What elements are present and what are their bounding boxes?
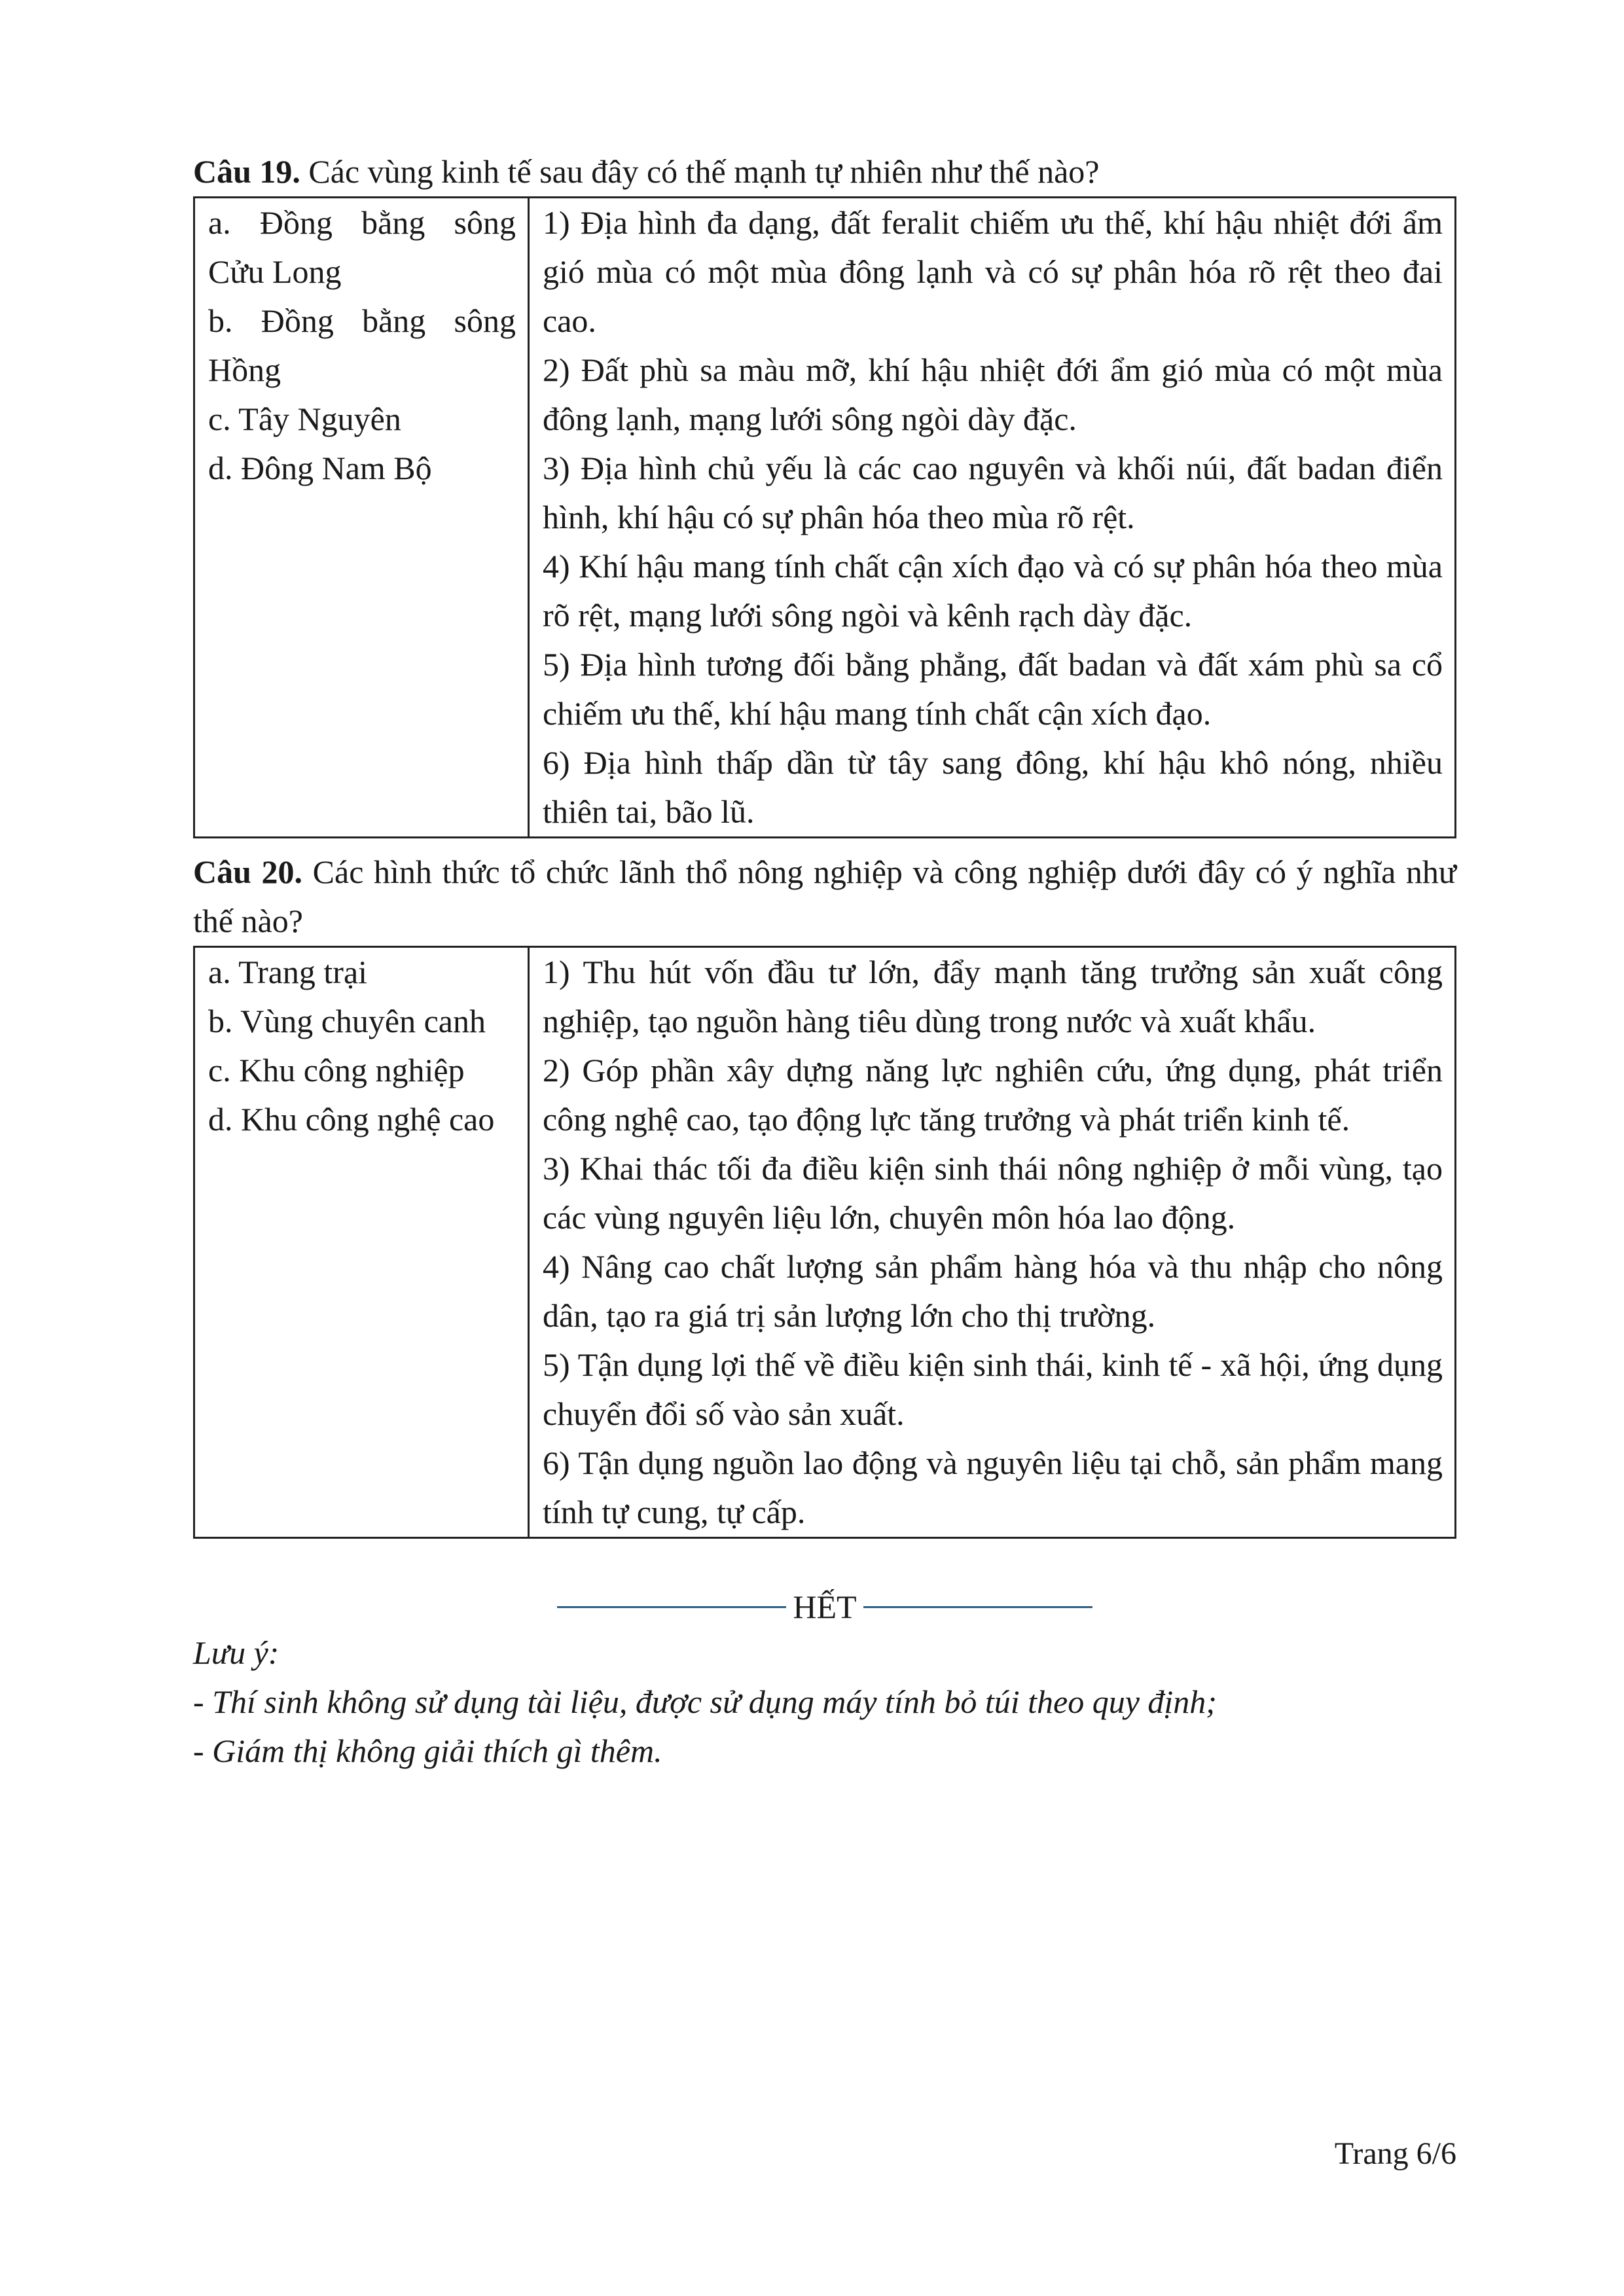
statement-1: 1) Địa hình đa dạng, đất feralit chiếm ưu thế, khí hậu nhiệt đới ẩm gió mùa có một mùa đông lạnh và có sự phân hóa rõ rệt theo đai cao. bbox=[543, 204, 1443, 339]
question-19-text: Các vùng kinh tế sau đây có thế mạnh tự nhiên như thế nào? bbox=[308, 153, 1100, 190]
statement-2: 2) Đất phù sa màu mỡ, khí hậu nhiệt đới ẩm gió mùa có một mùa đông lạnh, mạng lưới sông ngòi dày đặc. bbox=[543, 351, 1443, 437]
note-line-1: - Thí sinh không sử dụng tài liệu, được sử dụng máy tính bỏ túi theo quy định; bbox=[193, 1683, 1217, 1720]
exam-page bbox=[193, 147, 1456, 1776]
end-rule-right bbox=[863, 1606, 1092, 1608]
statement-1: 1) Thu hút vốn đầu tư lớn, đẩy mạnh tăng trưởng sản xuất công nghiệp, tạo nguồn hàng tiêu dùng trong nước và xuất khẩu. bbox=[543, 954, 1443, 1039]
statement-3: 3) Khai thác tối đa điều kiện sinh thái nông nghiệp ở mỗi vùng, tạo các vùng nguyên liệu lớn, chuyên môn hóa lao động. bbox=[543, 1150, 1443, 1236]
page-number: Trang 6/6 bbox=[1334, 2136, 1456, 2171]
end-rule-left bbox=[557, 1606, 786, 1608]
statement-4: 4) Khí hậu mang tính chất cận xích đạo và có sự phân hóa theo mùa rõ rệt, mạng lưới sông ngòi và kênh rạch dày đặc. bbox=[543, 548, 1443, 634]
region-option-b: b. Đồng bằng sông Hồng bbox=[208, 302, 516, 388]
question-19-regions bbox=[194, 198, 529, 838]
region-option-d: d. Đông Nam Bộ bbox=[208, 450, 432, 486]
statement-3: 3) Địa hình chủ yếu là các cao nguyên và khối núi, đất badan điển hình, khí hậu có sự phân hóa theo mùa rõ rệt. bbox=[543, 450, 1443, 535]
statement-2: 2) Góp phần xây dựng năng lực nghiên cứu, ứng dụng, phát triển công nghệ cao, tạo động lực tăng trưởng và phát triển kinh tế. bbox=[543, 1052, 1443, 1138]
statement-5: 5) Địa hình tương đối bằng phẳng, đất badan và đất xám phù sa cổ chiếm ưu thế, khí hậu mang tính chất cận xích đạo. bbox=[543, 646, 1443, 732]
question-19-statements bbox=[529, 198, 1456, 838]
statement-4: 4) Nâng cao chất lượng sản phẩm hàng hóa và thu nhập cho nông dân, tạo ra giá trị sản lượng lớn cho thị trường. bbox=[543, 1248, 1443, 1334]
note-title: Lưu ý: bbox=[193, 1634, 280, 1671]
statement-5: 5) Tận dụng lợi thế về điều kiện sinh thái, kinh tế - xã hội, ứng dụng chuyển đổi số vào sản xuất. bbox=[543, 1346, 1443, 1432]
question-19-table bbox=[193, 196, 1456, 838]
statement-6: 6) Địa hình thấp dần từ tây sang đông, khí hậu khô nóng, nhiều thiên tai, bão lũ. bbox=[543, 744, 1443, 830]
question-20-text: Các hình thức tổ chức lãnh thổ nông nghiệp và công nghiệp dưới đây có ý nghĩa như thế nào? bbox=[193, 853, 1456, 939]
question-20-number: Câu 20. bbox=[193, 853, 303, 890]
form-option-a: a. Trang trại bbox=[208, 954, 368, 990]
question-19 bbox=[193, 147, 1456, 196]
end-text: HẾT bbox=[793, 1588, 857, 1626]
region-option-a: a. Đồng bằng sông Cửu Long bbox=[208, 204, 516, 290]
question-19-number: Câu 19. bbox=[193, 153, 300, 190]
form-option-d: d. Khu công nghệ cao bbox=[208, 1101, 495, 1138]
question-20-table bbox=[193, 946, 1456, 1539]
statement-6: 6) Tận dụng nguồn lao động và nguyên liệu tại chỗ, sản phẩm mang tính tự cung, tự cấp. bbox=[543, 1444, 1443, 1530]
question-20-statements bbox=[529, 947, 1456, 1538]
form-option-b: b. Vùng chuyên canh bbox=[208, 1003, 486, 1039]
form-option-c: c. Khu công nghiệp bbox=[208, 1052, 465, 1088]
region-option-c: c. Tây Nguyên bbox=[208, 401, 401, 437]
question-20-forms bbox=[194, 947, 529, 1538]
note-line-2: - Giám thị không giải thích gì thêm. bbox=[193, 1732, 662, 1769]
end-marker bbox=[193, 1579, 1456, 1628]
question-20 bbox=[193, 848, 1456, 946]
